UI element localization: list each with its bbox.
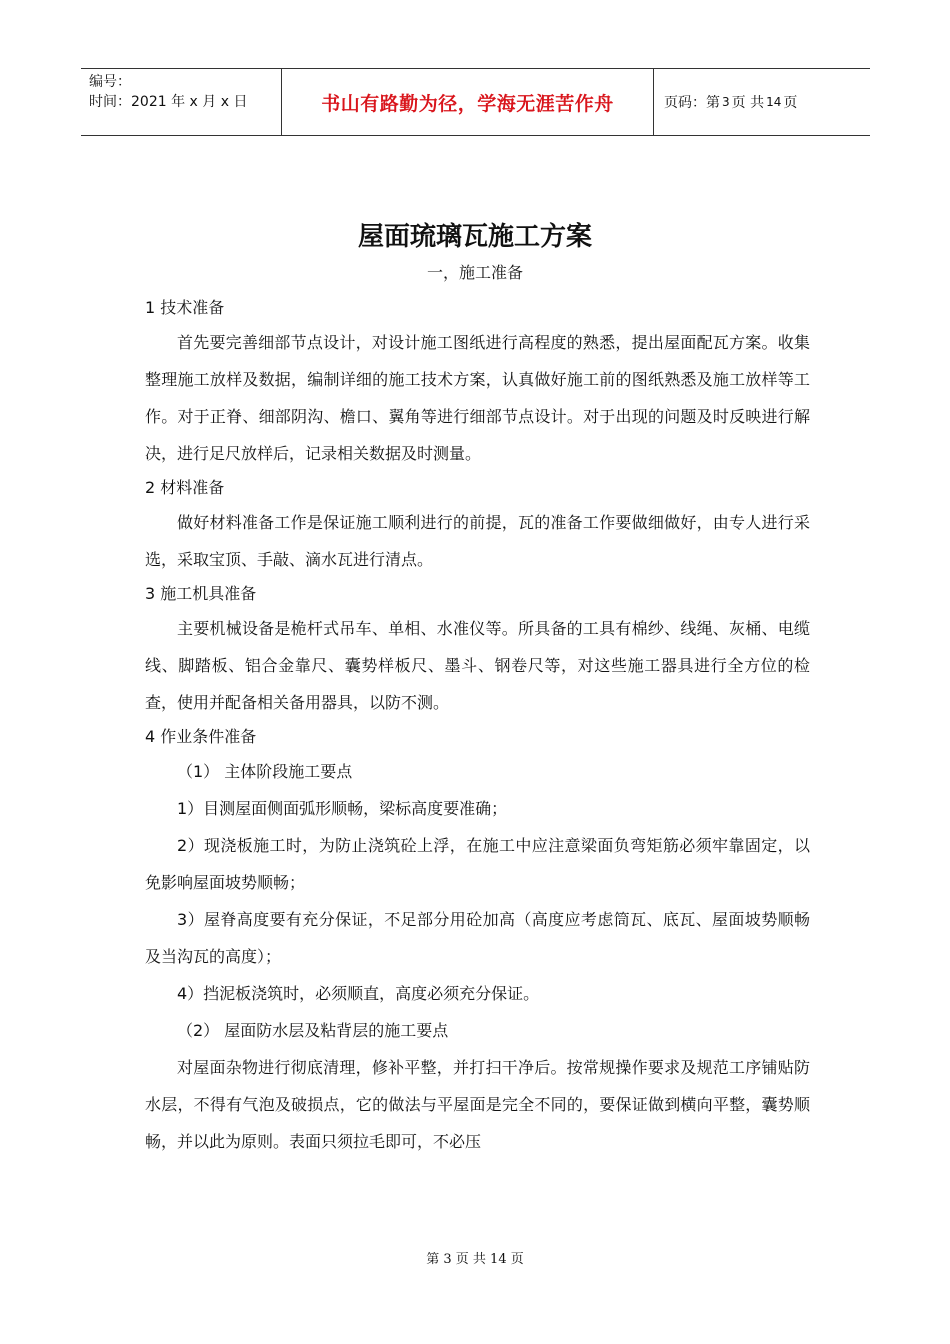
list-item: 4）挡泥板浇筑时，必须顺直，高度必须充分保证。 bbox=[177, 984, 540, 1003]
page-current: 3 bbox=[722, 95, 730, 109]
document-number-label: 编号： bbox=[89, 74, 131, 90]
list-heading-main-stage: （1） 主体阶段施工要点 bbox=[177, 762, 353, 781]
document-body bbox=[145, 292, 810, 1160]
paragraph-equipment: 主要机械设备是桅杆式吊车、单相、水准仪等。所具备的工具有棉纱、线绳、灰桶、电缆线、脚踏板、铝合金靠尺、囊势样板尺、墨斗、钢卷尺等，对这些施工器具进行全方位的检查，使用并配备相关备用器具，以防不测。 bbox=[145, 619, 810, 712]
paragraph-materials: 做好材料准备工作是保证施工顺利进行的前提，瓦的准备工作要做细做好，由专人进行采选，采取宝顶、手敲、滴水瓦进行清点。 bbox=[145, 513, 810, 569]
subheading-equipment: 3 施工机具准备 bbox=[145, 584, 257, 603]
list-heading-waterproof: （2） 屋面防水层及粘背层的施工要点 bbox=[177, 1021, 449, 1040]
subheading-materials: 2 材料准备 bbox=[145, 478, 225, 497]
paragraph-waterproof: 对屋面杂物进行彻底清理，修补平整，并打扫干净后。按常规操作要求及规范工序铺贴防水层，不得有气泡及破损点，它的做法与平屋面是完全不同的，要保证做到横向平整，囊势顺畅，并以此为原则。表面只须拉毛即可，不必压 bbox=[145, 1058, 810, 1151]
page-footer: 第 3 页 共 14 页 bbox=[426, 1252, 524, 1267]
document-time: 时间：2021 年 x 月 x 日 bbox=[89, 94, 248, 110]
document-title: 屋面琉璃瓦施工方案 bbox=[357, 222, 592, 252]
header-motto: 书山有路勤为径，学海无涯苦作舟 bbox=[281, 69, 654, 135]
list-item: 3）屋脊高度要有充分保证，不足部分用砼加高（高度应考虑筒瓦、底瓦、屋面坡势顺畅及当沟瓦的高度）； bbox=[145, 910, 810, 966]
list-item: 1）目测屋面侧面弧形顺畅，梁标高度要准确； bbox=[177, 799, 508, 818]
list-item: 2）现浇板施工时，为防止浇筑砼上浮，在施工中应注意梁面负弯矩筋必须牢靠固定，以免影响屋面坡势顺畅； bbox=[145, 836, 810, 892]
header-meta bbox=[81, 69, 281, 135]
page-header bbox=[81, 68, 870, 136]
subheading-technical: 1 技术准备 bbox=[145, 298, 225, 317]
page-suffix: 页 bbox=[783, 95, 798, 111]
subheading-conditions: 4 作业条件准备 bbox=[145, 727, 257, 746]
page-mid: 页 共 bbox=[731, 95, 765, 111]
section-title: 一，施工准备 bbox=[426, 263, 523, 282]
header-page-info bbox=[654, 69, 870, 135]
paragraph-technical: 首先要完善细部节点设计，对设计施工图纸进行高程度的熟悉，提出屋面配瓦方案。收集整理施工放样及数据，编制详细的施工技术方案，认真做好施工前的图纸熟悉及施工放样等工作。对于正脊、细部阴沟、檐口、翼角等进行细部节点设计。对于出现的问题及时反映进行解决，进行足尺放样后，记录相关数据及时测量。 bbox=[145, 333, 810, 463]
page-total: 14 bbox=[766, 95, 782, 109]
page-prefix: 页码：第 bbox=[664, 95, 720, 111]
